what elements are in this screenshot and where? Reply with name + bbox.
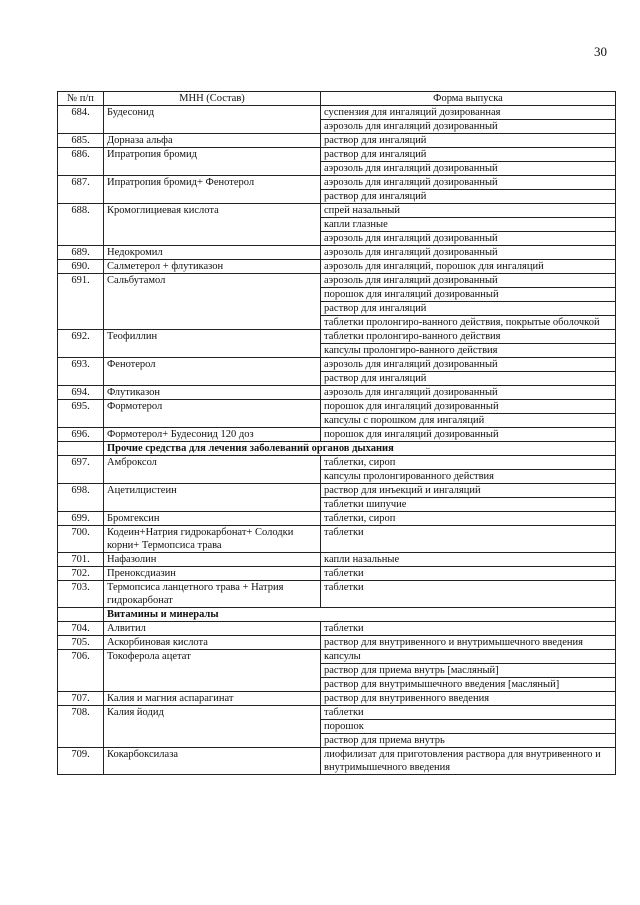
row-number: 691. bbox=[58, 274, 104, 330]
table-row bbox=[58, 428, 616, 442]
release-forms bbox=[321, 428, 616, 442]
table-row bbox=[58, 484, 616, 512]
table-row bbox=[58, 581, 616, 608]
release-form: таблетки bbox=[324, 527, 364, 538]
drug-name: Термопсиса ланцетного трава + Натрия гидрокарбонат bbox=[104, 581, 321, 608]
table-row bbox=[58, 106, 616, 134]
drug-name: Салметерол + флутиказон bbox=[104, 260, 321, 274]
drug-name: Ипратропия бромид bbox=[104, 148, 321, 176]
release-form: порошок для ингаляций дозированный bbox=[321, 288, 615, 302]
section-row bbox=[58, 608, 616, 622]
table-row bbox=[58, 526, 616, 553]
row-number: 704. bbox=[58, 622, 104, 636]
release-forms bbox=[321, 134, 616, 148]
release-form: лиофилизат для приготовления раствора для внутривенного и внутримышечного введения bbox=[324, 749, 601, 773]
release-form: таблетки bbox=[324, 623, 364, 634]
release-form: капсулы пролонгиро-ванного действия bbox=[324, 345, 498, 356]
release-form: раствор для ингаляций bbox=[324, 373, 427, 384]
release-form: раствор для внутримышечного введения [масляный] bbox=[324, 679, 560, 690]
row-number: 697. bbox=[58, 456, 104, 484]
drug-name: Алвитил bbox=[104, 622, 321, 636]
release-forms bbox=[321, 330, 616, 358]
release-forms bbox=[321, 512, 616, 526]
release-form: порошок bbox=[321, 720, 615, 734]
row-number: 707. bbox=[58, 692, 104, 706]
header-mnn: МНН (Состав) bbox=[104, 92, 321, 106]
drug-name: Бромгексин bbox=[104, 512, 321, 526]
release-forms bbox=[321, 386, 616, 400]
row-number: 693. bbox=[58, 358, 104, 386]
row-number: 695. bbox=[58, 400, 104, 428]
release-form: аэрозоль для ингаляций дозированный bbox=[321, 358, 615, 372]
release-forms bbox=[321, 622, 616, 636]
release-form: капсулы bbox=[321, 650, 615, 664]
drug-name: Калия и магния аспарагинат bbox=[104, 692, 321, 706]
release-form: капли назальные bbox=[324, 554, 400, 565]
table-row bbox=[58, 330, 616, 358]
row-number: 694. bbox=[58, 386, 104, 400]
release-forms bbox=[321, 358, 616, 386]
drug-name: Калия йодид bbox=[104, 706, 321, 748]
row-number: 685. bbox=[58, 134, 104, 148]
drug-name: Формотерол bbox=[104, 400, 321, 428]
drug-name: Преноксдиазин bbox=[104, 567, 321, 581]
row-number: 686. bbox=[58, 148, 104, 176]
table-row bbox=[58, 456, 616, 484]
release-form: аэрозоль для ингаляций дозированный bbox=[324, 163, 498, 174]
row-number: 706. bbox=[58, 650, 104, 692]
release-form: таблетки bbox=[321, 706, 615, 720]
drug-name: Нафазолин bbox=[104, 553, 321, 567]
release-form: капсулы пролонгированного действия bbox=[324, 471, 494, 482]
release-form: раствор для инъекций и ингаляций bbox=[321, 484, 615, 498]
section-num-cell bbox=[58, 608, 104, 622]
row-number: 690. bbox=[58, 260, 104, 274]
row-number: 687. bbox=[58, 176, 104, 204]
drug-name: Теофиллин bbox=[104, 330, 321, 358]
row-number: 692. bbox=[58, 330, 104, 358]
table-row bbox=[58, 148, 616, 176]
release-forms bbox=[321, 204, 616, 246]
release-form: аэрозоль для ингаляций дозированный bbox=[321, 176, 615, 190]
row-number: 709. bbox=[58, 748, 104, 775]
row-number: 698. bbox=[58, 484, 104, 512]
table-row bbox=[58, 386, 616, 400]
release-forms bbox=[321, 176, 616, 204]
drug-name: Кокарбоксилаза bbox=[104, 748, 321, 775]
release-forms bbox=[321, 148, 616, 176]
release-form: капсулы с порошком для ингаляций bbox=[324, 415, 485, 426]
header-num: № п/п bbox=[58, 92, 104, 106]
row-number: 701. bbox=[58, 553, 104, 567]
table-header-row bbox=[58, 92, 616, 106]
table-row bbox=[58, 706, 616, 748]
table-row bbox=[58, 204, 616, 246]
release-forms bbox=[321, 260, 616, 274]
table-body bbox=[58, 106, 616, 775]
row-number: 702. bbox=[58, 567, 104, 581]
drug-name: Флутиказон bbox=[104, 386, 321, 400]
release-forms bbox=[321, 246, 616, 260]
release-forms bbox=[321, 650, 616, 692]
table-row bbox=[58, 274, 616, 330]
row-number: 684. bbox=[58, 106, 104, 134]
release-forms bbox=[321, 581, 616, 608]
release-form: суспензия для ингаляций дозированная bbox=[321, 106, 615, 120]
release-forms bbox=[321, 484, 616, 512]
table-row bbox=[58, 692, 616, 706]
table-row bbox=[58, 650, 616, 692]
release-forms bbox=[321, 526, 616, 553]
drug-name: Амброксол bbox=[104, 456, 321, 484]
drug-name: Фенотерол bbox=[104, 358, 321, 386]
drug-name: Токоферола ацетат bbox=[104, 650, 321, 692]
drug-name: Будесонид bbox=[104, 106, 321, 134]
row-number: 703. bbox=[58, 581, 104, 608]
table-row bbox=[58, 748, 616, 775]
drug-name: Ацетилцистеин bbox=[104, 484, 321, 512]
release-forms bbox=[321, 567, 616, 581]
release-form: раствор для ингаляций bbox=[324, 135, 427, 146]
release-forms bbox=[321, 748, 616, 775]
release-forms bbox=[321, 706, 616, 748]
row-number: 700. bbox=[58, 526, 104, 553]
release-forms bbox=[321, 456, 616, 484]
drug-name: Кромоглициевая кислота bbox=[104, 204, 321, 246]
release-form: порошок для ингаляций дозированный bbox=[321, 400, 615, 414]
row-number: 705. bbox=[58, 636, 104, 650]
section-title: Витамины и минералы bbox=[104, 608, 616, 622]
header-form: Форма выпуска bbox=[321, 92, 616, 106]
drug-name: Аскорбиновая кислота bbox=[104, 636, 321, 650]
release-form: раствор для ингаляций bbox=[321, 302, 615, 316]
release-form: спрей назальный bbox=[321, 204, 615, 218]
row-number: 708. bbox=[58, 706, 104, 748]
table-row bbox=[58, 622, 616, 636]
release-form: таблетки bbox=[324, 568, 364, 579]
table-row bbox=[58, 400, 616, 428]
release-form: таблетки шипучие bbox=[324, 499, 407, 510]
release-form: таблетки bbox=[324, 582, 364, 593]
release-form: порошок для ингаляций дозированный bbox=[324, 429, 499, 440]
drug-name: Кодеин+Натрия гидрокарбонат+ Солодки корни+ Термопсиса трава bbox=[104, 526, 321, 553]
row-number: 699. bbox=[58, 512, 104, 526]
page-number: 30 bbox=[594, 44, 607, 59]
section-num-cell bbox=[58, 442, 104, 456]
release-form: таблетки пролонгиро-ванного действия bbox=[321, 330, 615, 344]
table-row bbox=[58, 512, 616, 526]
table-row bbox=[58, 246, 616, 260]
release-form: аэрозоль для ингаляций дозированный bbox=[324, 233, 498, 244]
release-form: капли глазные bbox=[321, 218, 615, 232]
release-form: таблетки, сироп bbox=[321, 456, 615, 470]
release-form: раствор для внутривенного и внутримышечного введения bbox=[324, 637, 583, 648]
release-form: раствор для ингаляций bbox=[324, 191, 427, 202]
drug-name: Сальбутамол bbox=[104, 274, 321, 330]
drug-name: Формотерол+ Будесонид 120 доз bbox=[104, 428, 321, 442]
release-form: аэрозоль для ингаляций дозированный bbox=[324, 387, 498, 398]
release-forms bbox=[321, 274, 616, 330]
row-number: 689. bbox=[58, 246, 104, 260]
release-forms bbox=[321, 106, 616, 134]
table-row bbox=[58, 567, 616, 581]
row-number: 696. bbox=[58, 428, 104, 442]
release-form: раствор для ингаляций bbox=[321, 148, 615, 162]
section-row bbox=[58, 442, 616, 456]
release-forms bbox=[321, 553, 616, 567]
release-form: таблетки пролонгиро-ванного действия, покрытые оболочкой bbox=[324, 317, 600, 328]
table-row bbox=[58, 636, 616, 650]
release-form: раствор для внутривенного введения bbox=[324, 693, 490, 704]
table-row bbox=[58, 176, 616, 204]
release-form: раствор для приема внутрь [масляный] bbox=[321, 664, 615, 678]
section-title: Прочие средства для лечения заболеваний органов дыхания bbox=[104, 442, 616, 456]
table-row bbox=[58, 553, 616, 567]
table-row bbox=[58, 358, 616, 386]
release-form: аэрозоль для ингаляций, порошок для ингаляций bbox=[324, 261, 544, 272]
row-number: 688. bbox=[58, 204, 104, 246]
release-form: таблетки, сироп bbox=[324, 513, 396, 524]
release-forms bbox=[321, 400, 616, 428]
release-form: аэрозоль для ингаляций дозированный bbox=[324, 121, 498, 132]
drug-name: Дорназа альфа bbox=[104, 134, 321, 148]
table-row bbox=[58, 260, 616, 274]
drug-name: Ипратропия бромид+ Фенотерол bbox=[104, 176, 321, 204]
release-form: аэрозоль для ингаляций дозированный bbox=[321, 274, 615, 288]
release-forms bbox=[321, 692, 616, 706]
release-form: раствор для приема внутрь bbox=[324, 735, 445, 746]
drug-table bbox=[57, 91, 616, 775]
table-row bbox=[58, 134, 616, 148]
release-form: аэрозоль для ингаляций дозированный bbox=[324, 247, 498, 258]
drug-name: Недокромил bbox=[104, 246, 321, 260]
release-forms bbox=[321, 636, 616, 650]
